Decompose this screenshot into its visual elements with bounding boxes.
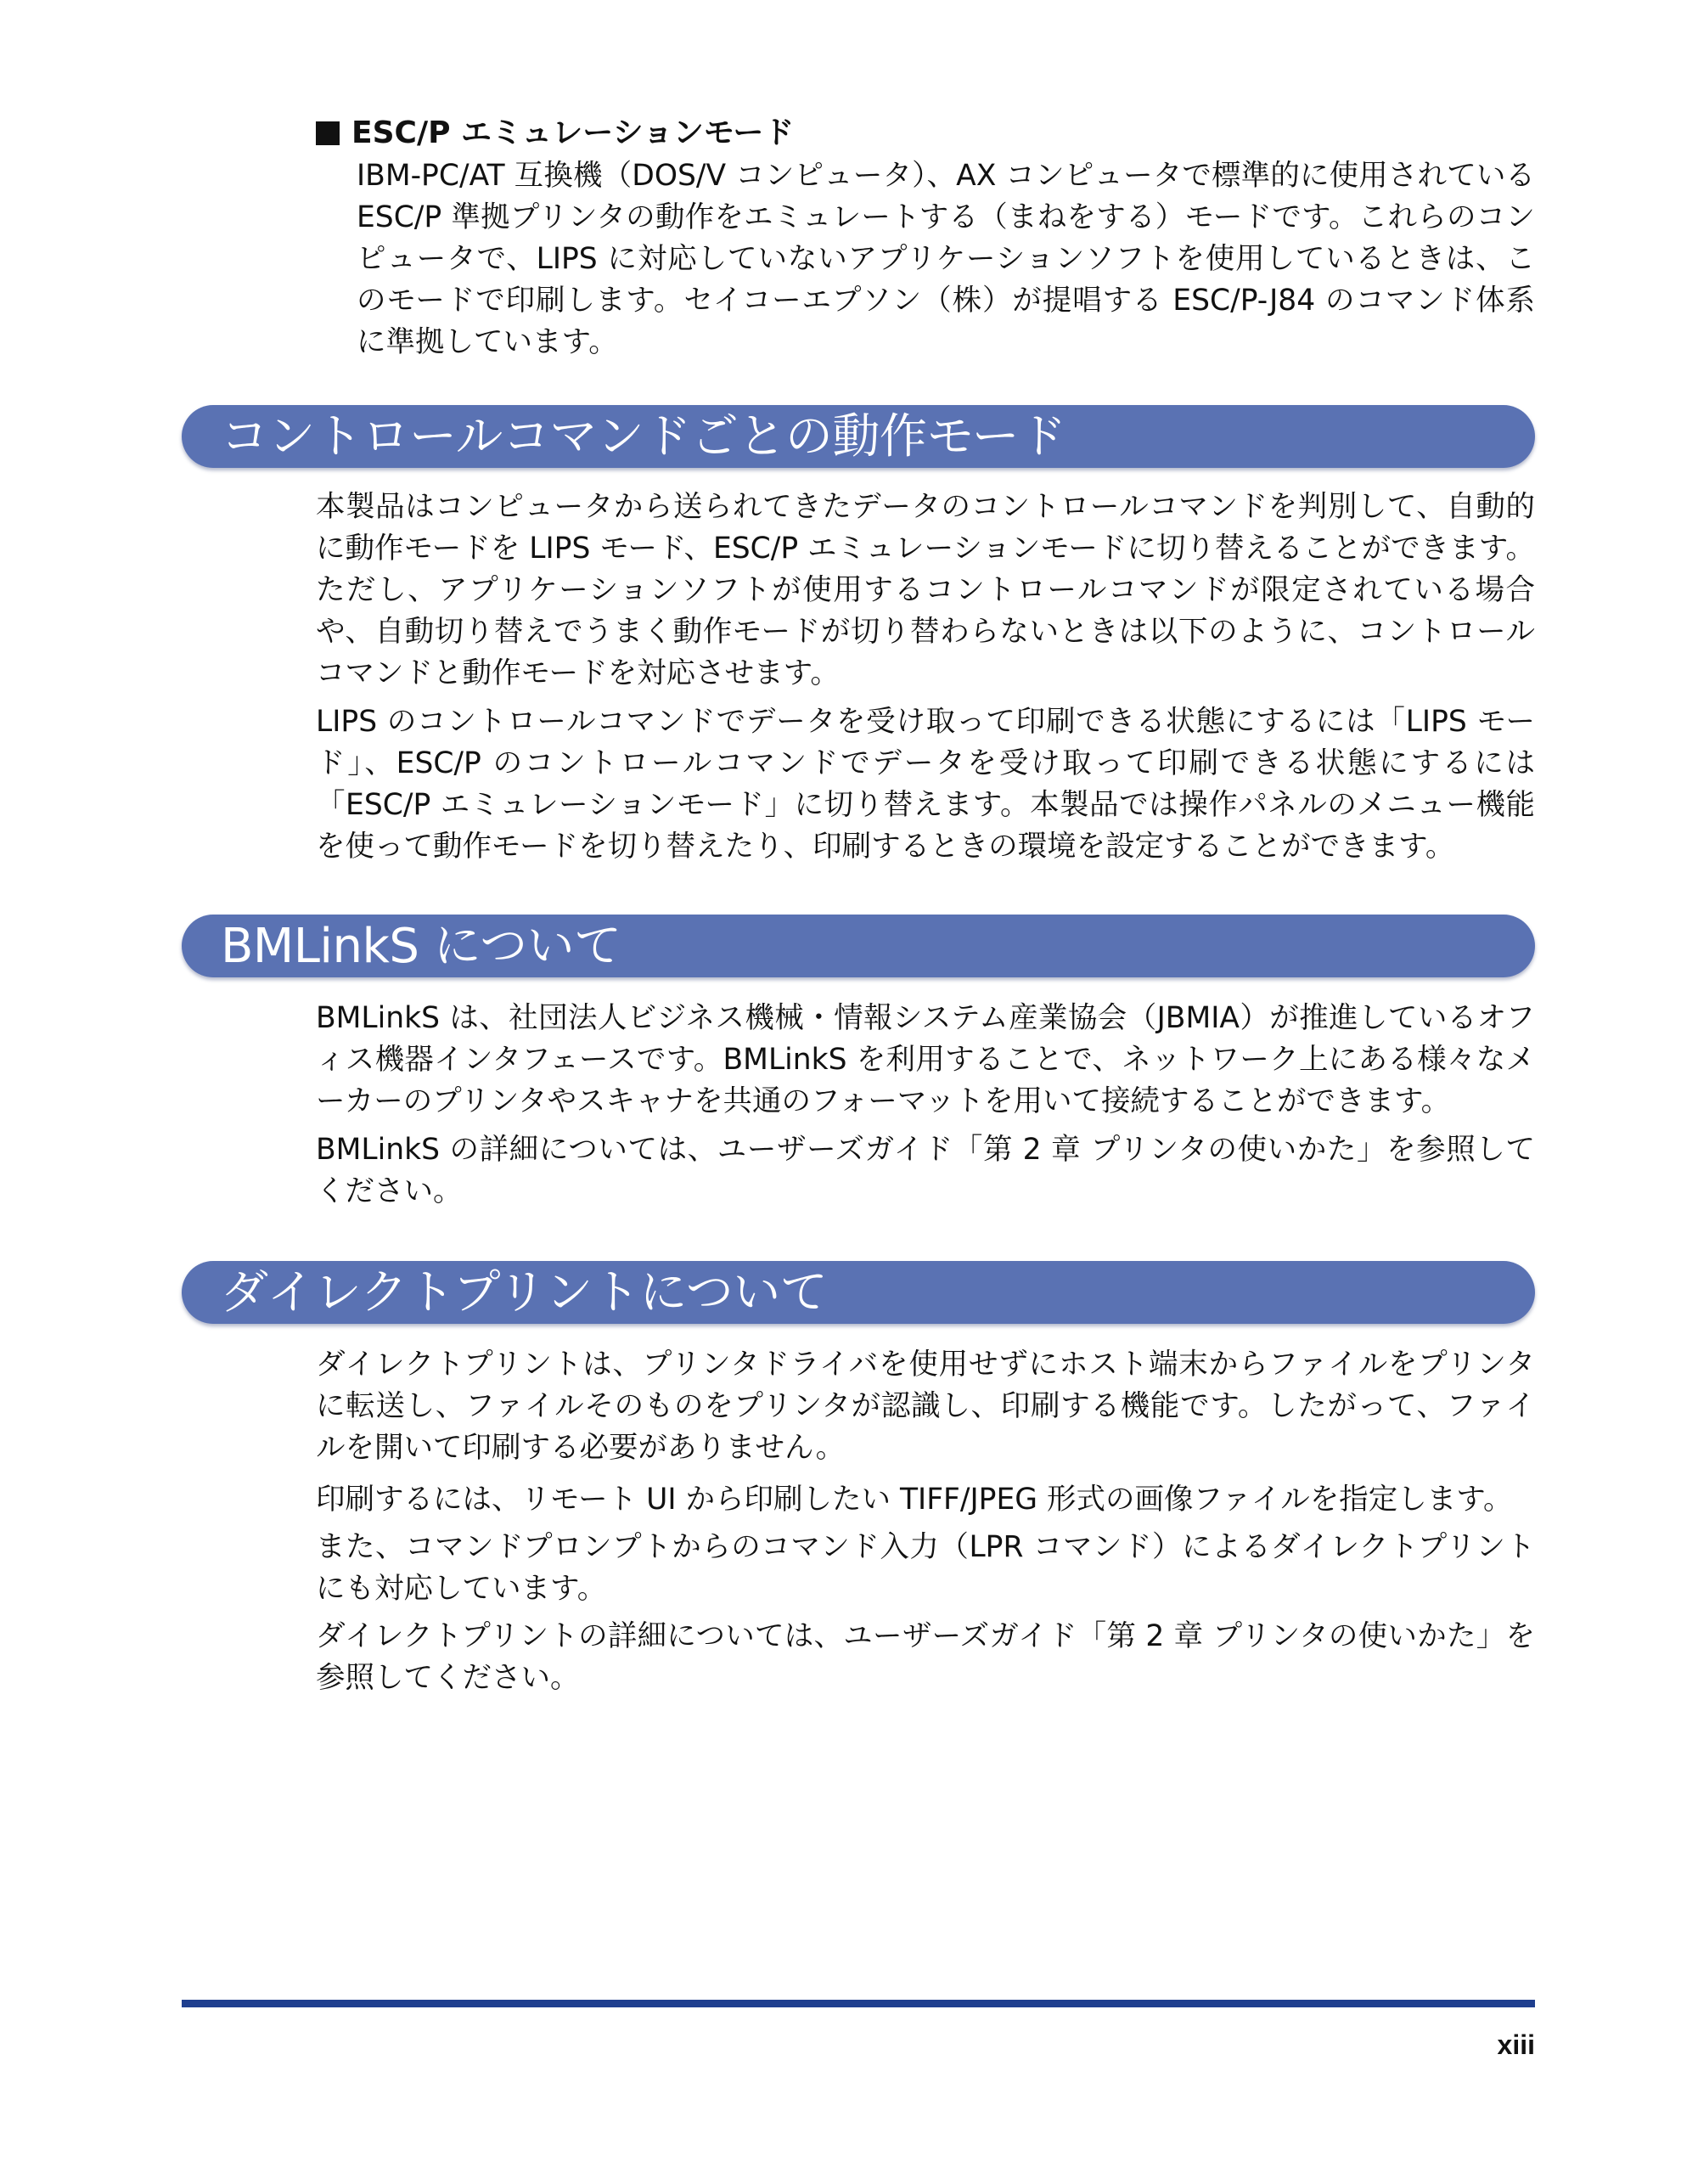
subsection-heading-text: ESC/P エミュレーションモード xyxy=(351,115,795,150)
section-heading-bar-bmlinks xyxy=(182,915,1535,977)
section-title: コントロールコマンドごとの動作モード xyxy=(221,409,1066,464)
subsection-body: IBM-PC/AT 互換機（DOS/V コンピュータ）、AX コンピュータで標準的に使用されている ESC/P 準拠プリンタの動作をエミュレートする（まねをする）モードです。これらのコンピュータで、LIPS に対応していないアプリケーションソフトを使用しているときは、このモードで印刷します。セイコーエプソン（株）が提唱する ESC/P-J84 のコマンド体系に準拠しています。 xyxy=(357,159,1535,359)
page-number: xiii xyxy=(1497,2029,1535,2060)
square-bullet-icon xyxy=(316,121,340,145)
paragraph-bmlinks-2: BMLinkS の詳細については、ユーザーズガイド「第 2 章 プリンタの使いかた」を参照してください。 xyxy=(316,1133,1535,1208)
paragraph-direct-print-2: 印刷するには、リモート UI から印刷したい TIFF/JPEG 形式の画像ファイルを指定します。 xyxy=(316,1483,1513,1517)
paragraph-direct-print-4: ダイレクトプリントの詳細については、ユーザーズガイド「第 2 章 プリンタの使いかた」を参照してください。 xyxy=(316,1619,1535,1695)
paragraph-direct-print-1: ダイレクトプリントは、プリンタドライバを使用せずにホスト端末からファイルをプリンタに転送し、ファイルそのものをプリンタが認識し、印刷する機能です。したがって、ファイルを開いて印刷する必要がありません。 xyxy=(316,1348,1535,1465)
paragraph-bmlinks-1: BMLinkS は、社団法人ビジネス機械・情報システム産業協会（JBMIA）が推進しているオフィス機器インタフェースです。BMLinkS を利用することで、ネットワーク上にある様々なメーカーのプリンタやスキャナを共通のフォーマットを用いて接続することができます。 xyxy=(316,1001,1535,1118)
section-title: ダイレクトプリントについて xyxy=(221,1265,828,1320)
section-heading-bar-direct-print xyxy=(182,1261,1535,1324)
paragraph-direct-print-3: また、コマンドプロンプトからのコマンド入力（LPR コマンド）によるダイレクトプリントにも対応しています。 xyxy=(316,1530,1535,1606)
footer-rule xyxy=(182,2000,1535,2007)
subsection-heading xyxy=(316,114,794,153)
section-title: BMLinkS について xyxy=(221,919,621,974)
section-heading-bar-control-commands xyxy=(182,405,1535,468)
paragraph-control-commands-1: 本製品はコンピュータから送られてきたデータのコントロールコマンドを判別して、自動的に動作モードを LIPS モード、ESC/P エミュレーションモードに切り替えることができます。ただし、アプリケーションソフトが使用するコントロールコマンドが限定されている場合や、自動切り替えでうまく動作モードが切り替わらないときは以下のように、コントロールコマンドと動作モードを対応させます。 xyxy=(316,490,1535,690)
paragraph-control-commands-2: LIPS のコントロールコマンドでデータを受け取って印刷できる状態にするには「LIPS モード」、ESC/P のコントロールコマンドでデータを受け取って印刷できる状態にするには「ESC/P エミュレーションモード」に切り替えます。本製品では操作パネルのメニュー機能を使って動作モードを切り替えたり、印刷するときの環境を設定することができます。 xyxy=(316,705,1535,864)
